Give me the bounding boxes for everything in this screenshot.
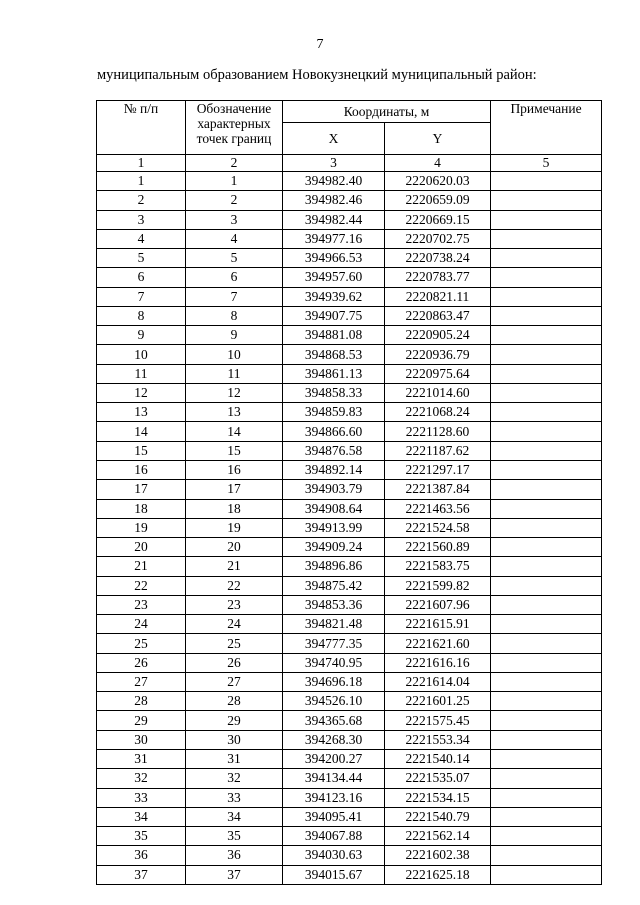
table-row [97, 249, 602, 268]
cell-y: 2221615.91 [385, 615, 491, 634]
cell-num: 7 [97, 287, 186, 306]
cell-x: 394876.58 [283, 441, 385, 460]
cell-x: 394365.68 [283, 711, 385, 730]
table-row [97, 364, 602, 383]
table-row [97, 210, 602, 229]
table-row [97, 595, 602, 614]
cell-note [491, 865, 602, 884]
cell-note [491, 249, 602, 268]
cell-y: 2221068.24 [385, 403, 491, 422]
cell-num: 36 [97, 846, 186, 865]
cell-note [491, 306, 602, 325]
cell-note [491, 730, 602, 749]
cell-num: 30 [97, 730, 186, 749]
cell-num: 18 [97, 499, 186, 518]
cell-y: 2221601.25 [385, 692, 491, 711]
cell-y: 2221387.84 [385, 480, 491, 499]
cell-x: 394853.36 [283, 595, 385, 614]
cell-note [491, 749, 602, 768]
table-row [97, 422, 602, 441]
cell-note [491, 846, 602, 865]
cell-y: 2220863.47 [385, 306, 491, 325]
cell-designation: 6 [186, 268, 283, 287]
cell-y: 2220702.75 [385, 229, 491, 248]
cell-y: 2221187.62 [385, 441, 491, 460]
table-row [97, 692, 602, 711]
cell-designation: 36 [186, 846, 283, 865]
header-num: № п/п [97, 101, 186, 155]
cell-x: 394908.64 [283, 499, 385, 518]
cell-note [491, 557, 602, 576]
cell-num: 34 [97, 807, 186, 826]
cell-y: 2221128.60 [385, 422, 491, 441]
cell-x: 394015.67 [283, 865, 385, 884]
cell-designation: 14 [186, 422, 283, 441]
cell-x: 394067.88 [283, 827, 385, 846]
cell-x: 394881.08 [283, 326, 385, 345]
cell-designation: 27 [186, 672, 283, 691]
cell-num: 2 [97, 191, 186, 210]
cell-num: 10 [97, 345, 186, 364]
cell-y: 2220669.15 [385, 210, 491, 229]
cell-designation: 12 [186, 383, 283, 402]
cell-y: 2220975.64 [385, 364, 491, 383]
cell-x: 394982.46 [283, 191, 385, 210]
cell-designation: 24 [186, 615, 283, 634]
cell-designation: 37 [186, 865, 283, 884]
cell-note [491, 345, 602, 364]
cell-num: 27 [97, 672, 186, 691]
cell-designation: 16 [186, 460, 283, 479]
cell-designation: 3 [186, 210, 283, 229]
table-row [97, 306, 602, 325]
table-row [97, 827, 602, 846]
cell-y: 2220783.77 [385, 268, 491, 287]
column-number: 1 [97, 155, 186, 172]
cell-y: 2220738.24 [385, 249, 491, 268]
table-row [97, 287, 602, 306]
cell-note [491, 210, 602, 229]
cell-note [491, 518, 602, 537]
cell-x: 394903.79 [283, 480, 385, 499]
table-row [97, 865, 602, 884]
cell-x: 394892.14 [283, 460, 385, 479]
cell-note [491, 364, 602, 383]
cell-y: 2221540.79 [385, 807, 491, 826]
cell-x: 394268.30 [283, 730, 385, 749]
cell-x: 394939.62 [283, 287, 385, 306]
cell-note [491, 788, 602, 807]
cell-note [491, 576, 602, 595]
cell-x: 394866.60 [283, 422, 385, 441]
table-row [97, 191, 602, 210]
cell-num: 16 [97, 460, 186, 479]
cell-x: 394696.18 [283, 672, 385, 691]
cell-note [491, 615, 602, 634]
cell-num: 9 [97, 326, 186, 345]
cell-note [491, 653, 602, 672]
cell-designation: 34 [186, 807, 283, 826]
cell-num: 12 [97, 383, 186, 402]
column-number: 5 [491, 155, 602, 172]
cell-note [491, 692, 602, 711]
cell-note [491, 229, 602, 248]
cell-designation: 8 [186, 306, 283, 325]
cell-designation: 15 [186, 441, 283, 460]
cell-note [491, 769, 602, 788]
table-row [97, 345, 602, 364]
cell-note [491, 807, 602, 826]
cell-designation: 4 [186, 229, 283, 248]
cell-note [491, 172, 602, 191]
cell-note [491, 268, 602, 287]
cell-designation: 23 [186, 595, 283, 614]
coordinates-table [96, 100, 602, 885]
cell-x: 394740.95 [283, 653, 385, 672]
cell-note [491, 326, 602, 345]
cell-x: 394777.35 [283, 634, 385, 653]
cell-num: 11 [97, 364, 186, 383]
cell-note [491, 711, 602, 730]
table-row [97, 383, 602, 402]
cell-num: 26 [97, 653, 186, 672]
cell-designation: 26 [186, 653, 283, 672]
cell-designation: 13 [186, 403, 283, 422]
cell-num: 22 [97, 576, 186, 595]
table-row [97, 788, 602, 807]
cell-note [491, 538, 602, 557]
cell-y: 2221534.15 [385, 788, 491, 807]
table-row [97, 730, 602, 749]
cell-note [491, 672, 602, 691]
cell-y: 2221553.34 [385, 730, 491, 749]
cell-y: 2221560.89 [385, 538, 491, 557]
table-row [97, 807, 602, 826]
cell-y: 2221616.16 [385, 653, 491, 672]
column-number: 4 [385, 155, 491, 172]
cell-designation: 19 [186, 518, 283, 537]
cell-x: 394957.60 [283, 268, 385, 287]
cell-y: 2220821.11 [385, 287, 491, 306]
header-designation: Обозначение характерных точек границ [186, 101, 283, 155]
cell-x: 394200.27 [283, 749, 385, 768]
header-note: Примечание [491, 101, 602, 155]
cell-num: 6 [97, 268, 186, 287]
header-x: X [283, 123, 385, 155]
cell-num: 17 [97, 480, 186, 499]
cell-note [491, 460, 602, 479]
cell-y: 2221297.17 [385, 460, 491, 479]
cell-num: 1 [97, 172, 186, 191]
cell-designation: 29 [186, 711, 283, 730]
table-row [97, 326, 602, 345]
table-body [97, 172, 602, 885]
cell-y: 2220659.09 [385, 191, 491, 210]
cell-num: 13 [97, 403, 186, 422]
cell-designation: 11 [186, 364, 283, 383]
cell-note [491, 422, 602, 441]
cell-x: 394875.42 [283, 576, 385, 595]
cell-num: 8 [97, 306, 186, 325]
cell-designation: 22 [186, 576, 283, 595]
cell-note [491, 634, 602, 653]
cell-designation: 7 [186, 287, 283, 306]
cell-x: 394907.75 [283, 306, 385, 325]
cell-y: 2221583.75 [385, 557, 491, 576]
table-row [97, 576, 602, 595]
cell-designation: 20 [186, 538, 283, 557]
cell-y: 2221621.60 [385, 634, 491, 653]
table-row [97, 846, 602, 865]
header-y: Y [385, 123, 491, 155]
cell-designation: 9 [186, 326, 283, 345]
cell-x: 394858.33 [283, 383, 385, 402]
table-row [97, 499, 602, 518]
cell-num: 21 [97, 557, 186, 576]
cell-note [491, 499, 602, 518]
cell-y: 2221562.14 [385, 827, 491, 846]
cell-designation: 17 [186, 480, 283, 499]
cell-y: 2221535.07 [385, 769, 491, 788]
cell-y: 2221575.45 [385, 711, 491, 730]
column-number: 3 [283, 155, 385, 172]
cell-y: 2221614.04 [385, 672, 491, 691]
cell-designation: 35 [186, 827, 283, 846]
cell-num: 28 [97, 692, 186, 711]
table-row [97, 441, 602, 460]
cell-note [491, 827, 602, 846]
cell-y: 2220936.79 [385, 345, 491, 364]
cell-x: 394913.99 [283, 518, 385, 537]
cell-designation: 32 [186, 769, 283, 788]
cell-x: 394909.24 [283, 538, 385, 557]
cell-y: 2220620.03 [385, 172, 491, 191]
table-row [97, 172, 602, 191]
table-row [97, 749, 602, 768]
cell-x: 394966.53 [283, 249, 385, 268]
cell-num: 35 [97, 827, 186, 846]
table-row [97, 460, 602, 479]
cell-y: 2220905.24 [385, 326, 491, 345]
intro-text: муниципальным образованием Новокузнецкий муниципальный район: [97, 67, 537, 83]
cell-num: 25 [97, 634, 186, 653]
cell-note [491, 480, 602, 499]
table-row [97, 480, 602, 499]
cell-num: 31 [97, 749, 186, 768]
table-row [97, 653, 602, 672]
cell-designation: 25 [186, 634, 283, 653]
cell-num: 14 [97, 422, 186, 441]
cell-x: 394030.63 [283, 846, 385, 865]
cell-designation: 30 [186, 730, 283, 749]
cell-num: 23 [97, 595, 186, 614]
cell-num: 5 [97, 249, 186, 268]
cell-num: 32 [97, 769, 186, 788]
cell-x: 394821.48 [283, 615, 385, 634]
cell-designation: 2 [186, 191, 283, 210]
table-row [97, 268, 602, 287]
table-row [97, 538, 602, 557]
cell-x: 394861.13 [283, 364, 385, 383]
cell-y: 2221625.18 [385, 865, 491, 884]
cell-y: 2221599.82 [385, 576, 491, 595]
cell-note [491, 191, 602, 210]
cell-designation: 33 [186, 788, 283, 807]
cell-x: 394123.16 [283, 788, 385, 807]
cell-designation: 21 [186, 557, 283, 576]
cell-num: 37 [97, 865, 186, 884]
table-row [97, 769, 602, 788]
column-number-row [97, 155, 602, 172]
header-coordinates: Координаты, м [283, 101, 491, 123]
cell-y: 2221524.58 [385, 518, 491, 537]
cell-designation: 31 [186, 749, 283, 768]
cell-note [491, 595, 602, 614]
cell-x: 394982.44 [283, 210, 385, 229]
cell-num: 3 [97, 210, 186, 229]
cell-num: 4 [97, 229, 186, 248]
cell-num: 15 [97, 441, 186, 460]
cell-num: 20 [97, 538, 186, 557]
table-row [97, 403, 602, 422]
cell-x: 394982.40 [283, 172, 385, 191]
cell-x: 394977.16 [283, 229, 385, 248]
cell-num: 33 [97, 788, 186, 807]
cell-num: 29 [97, 711, 186, 730]
cell-y: 2221540.14 [385, 749, 491, 768]
cell-y: 2221602.38 [385, 846, 491, 865]
cell-y: 2221014.60 [385, 383, 491, 402]
table-row [97, 229, 602, 248]
page-number: 7 [316, 37, 324, 52]
cell-x: 394859.83 [283, 403, 385, 422]
cell-designation: 18 [186, 499, 283, 518]
cell-note [491, 287, 602, 306]
cell-y: 2221607.96 [385, 595, 491, 614]
table-row [97, 672, 602, 691]
cell-designation: 5 [186, 249, 283, 268]
cell-x: 394868.53 [283, 345, 385, 364]
column-number: 2 [186, 155, 283, 172]
table-row [97, 518, 602, 537]
cell-designation: 28 [186, 692, 283, 711]
cell-note [491, 383, 602, 402]
cell-note [491, 403, 602, 422]
cell-designation: 1 [186, 172, 283, 191]
cell-x: 394095.41 [283, 807, 385, 826]
cell-x: 394134.44 [283, 769, 385, 788]
cell-designation: 10 [186, 345, 283, 364]
cell-note [491, 441, 602, 460]
cell-y: 2221463.56 [385, 499, 491, 518]
table-row [97, 615, 602, 634]
cell-x: 394526.10 [283, 692, 385, 711]
table-row [97, 634, 602, 653]
cell-num: 24 [97, 615, 186, 634]
cell-x: 394896.86 [283, 557, 385, 576]
table-row [97, 711, 602, 730]
table-row [97, 557, 602, 576]
cell-num: 19 [97, 518, 186, 537]
